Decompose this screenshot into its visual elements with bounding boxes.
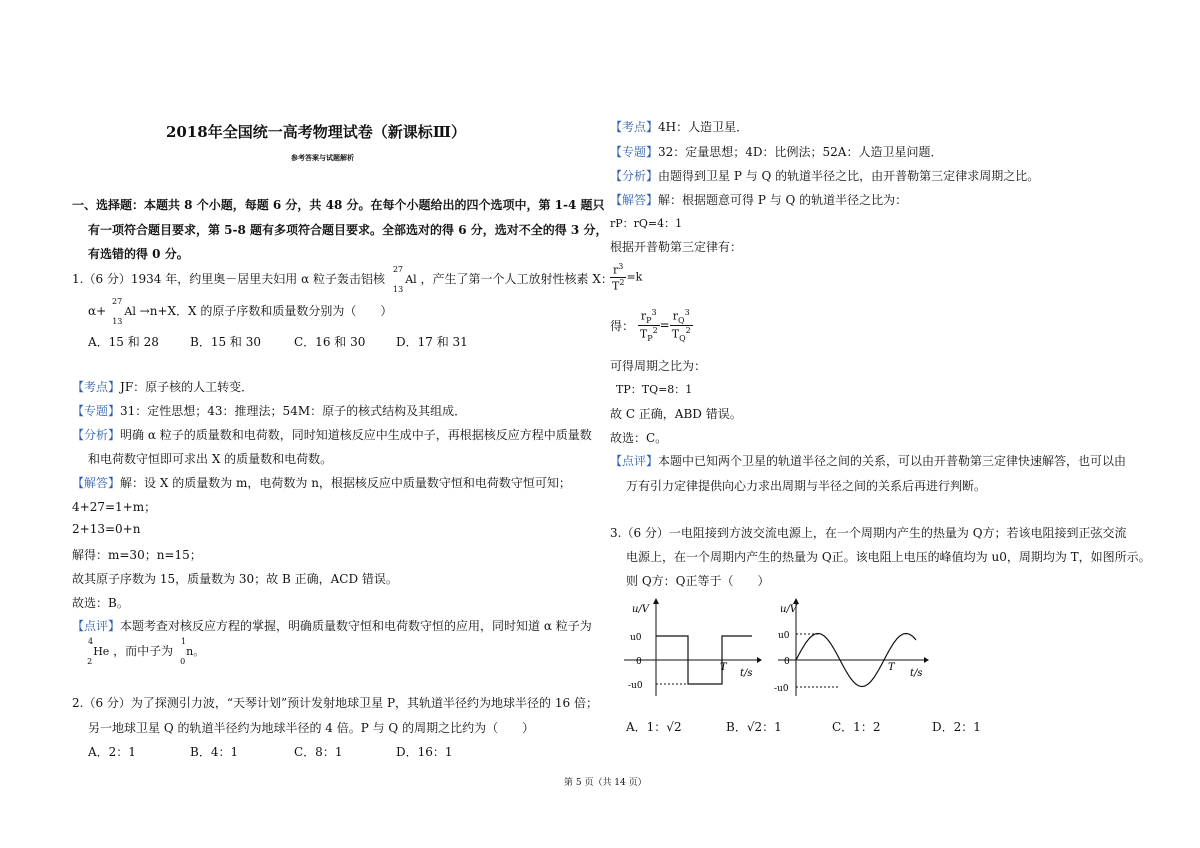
q1-dianping: 【点评】本题考查对核反应方程的掌握，明确质量数守恒和电荷数守恒的应用，同时知道 α 粒子为: [72, 619, 592, 633]
graph1-xlabel: t/s: [740, 668, 753, 679]
q1-eq4: 故其原子序数为 15，质量数为 30；故 B 正确，ACD 错误。: [72, 572, 398, 586]
q2-stem-line2: 另一地球卫星 Q 的轨道半径约为地球半径的 4 倍。P 与 Q 的周期之比约为（ ）: [88, 721, 535, 735]
q3-stem-line1: 3.（6 分）一电阻接到方波交流电源上，在一个周期内产生的热量为 Q方；若该电阻接到正弦交流: [610, 526, 1127, 540]
q2-kaodian: 【考点】4H：人造卫星．: [610, 120, 749, 134]
graph2-xlabel: t/s: [910, 668, 923, 679]
square-wave-graph: [612, 596, 762, 698]
q1-fenxi-line2: 和电荷数守恒即可求出 X 的质量数和电荷数。: [88, 452, 333, 466]
q2-stem-line1: 2.（6 分）为了探测引力波，“天琴计划”预计发射地球卫星 P，其轨道半径约为地球半径的 16 倍；: [72, 696, 598, 710]
q1-eq5: 故选：B。: [72, 596, 129, 610]
page-subtitle: 参考答案与试题解析: [291, 153, 354, 162]
q1-eq3: 解得：m=30；n=15；: [72, 548, 202, 562]
q1-stem-line2: α+ $^{27}_{13}$Al →n+X．X 的原子序数和质量数分别为（ ）: [88, 297, 393, 327]
he-nucleus: $^4_2$He: [87, 637, 110, 667]
neutron: $^1_0$n。: [180, 637, 205, 667]
q1-stem-line1: 1.（6 分）1934 年，约里奥－居里夫妇用 α 粒子轰击铝核 $^{27}_{13}$Al ，产生了第一个人工放射性核素 X：: [72, 265, 613, 295]
graph1-neg-u0: -u0: [628, 681, 643, 691]
q1-option-a: A．15 和 28: [88, 335, 159, 349]
graph2-ylabel: u/V: [780, 604, 798, 615]
q2-dianping-line1: 【点评】本题中已知两个卫星的轨道半径之间的关系，可以由开普勒第三定律快速解答，也可以由: [610, 454, 1127, 468]
q3-stem-line2: 电源上，在一个周期内产生的热量为 Q正。该电阻上电压的峰值均为 u0，周期均为 T，如图所示。: [626, 550, 1151, 564]
section-heading-line2: 有一项符合题目要求，第 5-8 题有多项符合题目要求。全部选对的得 6 分，选对不全的得 3 分，: [88, 223, 608, 237]
q2-option-c: C．8：1: [294, 745, 343, 759]
q1-zhuanti: 【专题】31：定性思想；43：推理法；54M：原子的核式结构及其组成．: [72, 404, 467, 418]
q2-zhuanti: 【专题】32：定量思想；4D：比例法；52A：人造卫星问题．: [610, 145, 943, 159]
q2-radius-ratio: rP：rQ=4：1: [610, 217, 683, 230]
q1-option-c: C．16 和 30: [294, 335, 366, 349]
graph2-T: T: [888, 662, 895, 673]
page-footer: 第 5 页（共 14 页）: [564, 778, 647, 788]
q3-option-a: A．1：√2: [626, 720, 682, 734]
q2-option-d: D．16：1: [396, 745, 453, 759]
graph1-u0: u0: [630, 633, 642, 643]
q1-eq2: 2+13=0+n: [72, 522, 141, 536]
page-title: 2018年全国统一高考物理试卷（新课标Ⅲ）: [166, 123, 467, 141]
q3-stem-line3: 则 Q方：Q正等于（ ）: [626, 574, 770, 588]
q1-kaodian: 【考点】JF：原子核的人工转变．: [72, 380, 254, 394]
q2-dianping-line2: 万有引力定律提供向心力求出周期与半径之间的关系后再进行判断。: [626, 479, 987, 493]
sine-wave-graph: [768, 596, 930, 698]
graph2-neg-u0: -u0: [774, 684, 789, 694]
q1-option-b: B．15 和 30: [190, 335, 261, 349]
graph2-u0: u0: [778, 631, 790, 641]
q1-option-d: D．17 和 31: [396, 335, 468, 349]
q2-fenxi: 【分析】由题得到卫星 P 与 Q 的轨道半径之比，由开普勒第三定律求周期之比。: [610, 169, 1040, 183]
graph2-zero: 0: [784, 657, 790, 667]
q2-jieda: 【解答】解：根据题意可得 P 与 Q 的轨道半径之比为：: [610, 193, 908, 207]
kepler-ratio-formula: 得： $\frac{r_P^3}{T_P^2}$ = $\frac{r_Q^3}{T_Q^2}$: [610, 308, 691, 343]
q1-fenxi-line1: 【分析】明确 α 粒子的质量数和电荷数，同时知道核反应中生成中子，再根据核反应方程中质量数: [72, 428, 592, 442]
q2-period-ratio: TP：TQ=8：1: [616, 383, 693, 396]
al-nucleus-eq: $^{27}_{13}$Al: [112, 297, 136, 327]
q1-jieda: 【解答】解：设 X 的质量数为 m，电荷数为 n，根据核反应中质量数守恒和电荷数守恒可知；: [72, 476, 571, 490]
q2-correct: 故 C 正确，ABD 错误。: [610, 407, 742, 421]
q3-option-b: B．√2：1: [726, 720, 782, 734]
q1-dianping-line2: $^4_2$He ，而中子为 $^1_0$n。: [87, 637, 205, 667]
q2-option-b: B．4：1: [190, 745, 239, 759]
q2-kepler-text: 根据开普勒第三定律有：: [610, 240, 743, 254]
graph1-ylabel: u/V: [632, 604, 650, 615]
graph1-T: T: [720, 662, 727, 673]
section-heading-line3: 有选错的得 0 分。: [88, 247, 189, 261]
q2-period-text: 可得周期之比为：: [610, 359, 707, 373]
al-nucleus: $^{27}_{13}$Al: [392, 265, 417, 295]
section-heading-line1: 一、选择题：本题共 8 个小题，每题 6 分，共 48 分。在每个小题给出的四个选项中，第 1-4 题只: [72, 198, 605, 212]
q2-choose: 故选：C。: [610, 431, 668, 445]
q2-option-a: A．2：1: [88, 745, 136, 759]
q3-option-d: D．2：1: [932, 720, 981, 734]
q3-option-c: C．1：2: [832, 720, 881, 734]
q1-eq1: 4+27=1+m；: [72, 500, 157, 514]
graph1-zero: 0: [636, 657, 642, 667]
kepler-formula: $\frac{r^3}{T^2}$ =k: [612, 262, 643, 293]
